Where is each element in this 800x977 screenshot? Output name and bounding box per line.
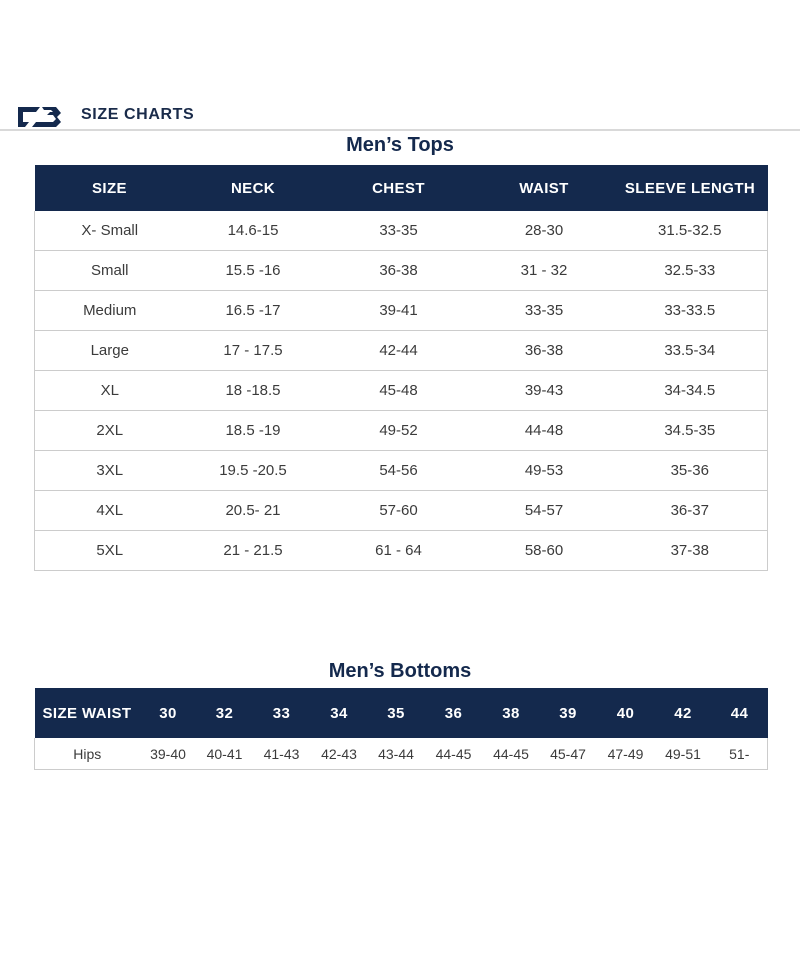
column-header: 35 — [368, 688, 425, 738]
table-row — [35, 291, 768, 331]
table-cell: 33.5-34 — [613, 331, 768, 371]
column-header: 44 — [712, 688, 768, 738]
table-cell: 19.5 -20.5 — [185, 451, 322, 491]
table-row — [35, 451, 768, 491]
table-row — [35, 411, 768, 451]
table-cell: 45-47 — [540, 738, 597, 770]
table-row — [35, 738, 768, 770]
table-cell: 18.5 -19 — [185, 411, 322, 451]
mens-bottoms-table — [34, 688, 768, 770]
table-cell: 39-40 — [140, 738, 197, 770]
table-row — [35, 531, 768, 571]
table-cell: 33-35 — [322, 211, 476, 251]
column-header: SIZE — [35, 165, 185, 211]
table-cell: 3XL — [35, 451, 185, 491]
table-cell: 49-53 — [476, 451, 613, 491]
table-row — [35, 251, 768, 291]
table-cell: 14.6-15 — [185, 211, 322, 251]
page-header — [0, 100, 800, 130]
table-cell: 36-38 — [476, 331, 613, 371]
table-cell: 45-48 — [322, 371, 476, 411]
table-cell: 33-35 — [476, 291, 613, 331]
column-header: SLEEVE LENGTH — [613, 165, 768, 211]
column-header: SIZE WAIST — [35, 688, 140, 738]
column-header: 39 — [540, 688, 597, 738]
table-cell: 42-43 — [311, 738, 368, 770]
table-cell: 18 -18.5 — [185, 371, 322, 411]
table-cell: 58-60 — [476, 531, 613, 571]
header-divider — [0, 129, 800, 131]
table-cell: 47-49 — [597, 738, 655, 770]
table-cell: 34-34.5 — [613, 371, 768, 411]
mens-bottoms-title: Men’s Bottoms — [328, 660, 472, 682]
table-cell: 37-38 — [613, 531, 768, 571]
table-cell: 5XL — [35, 531, 185, 571]
column-header: 34 — [311, 688, 368, 738]
column-header: 30 — [140, 688, 197, 738]
table-row — [35, 371, 768, 411]
table-row — [35, 331, 768, 371]
table-cell: 40-41 — [197, 738, 253, 770]
table-cell: 43-44 — [368, 738, 425, 770]
column-header: 36 — [425, 688, 483, 738]
column-header: NECK — [185, 165, 322, 211]
table-cell: 42-44 — [322, 331, 476, 371]
column-header: 40 — [597, 688, 655, 738]
table-cell: 36-37 — [613, 491, 768, 531]
table-cell: 44-45 — [483, 738, 540, 770]
table-header-row — [35, 688, 768, 738]
table-cell: Hips — [35, 738, 140, 770]
column-header: 32 — [197, 688, 253, 738]
column-header: 42 — [655, 688, 712, 738]
table-cell: 39-41 — [322, 291, 476, 331]
mens-tops-title: Men’s Tops — [346, 134, 454, 156]
table-cell: Small — [35, 251, 185, 291]
table-header-row — [35, 165, 768, 211]
table-row — [35, 491, 768, 531]
table-cell: 31.5-32.5 — [613, 211, 768, 251]
table-cell: 39-43 — [476, 371, 613, 411]
table-cell: 4XL — [35, 491, 185, 531]
table-row — [35, 211, 768, 251]
table-cell: 31 - 32 — [476, 251, 613, 291]
table-cell: 61 - 64 — [322, 531, 476, 571]
table-cell: Large — [35, 331, 185, 371]
table-cell: 44-48 — [476, 411, 613, 451]
table-cell: Medium — [35, 291, 185, 331]
table-cell: 28-30 — [476, 211, 613, 251]
table-cell: 49-51 — [655, 738, 712, 770]
table-cell: 35-36 — [613, 451, 768, 491]
table-cell: XL — [35, 371, 185, 411]
table-cell: 16.5 -17 — [185, 291, 322, 331]
table-cell: 54-57 — [476, 491, 613, 531]
cutter-buck-logo-icon — [16, 104, 64, 130]
table-cell: 49-52 — [322, 411, 476, 451]
table-cell: 44-45 — [425, 738, 483, 770]
column-header: WAIST — [476, 165, 613, 211]
table-cell: 2XL — [35, 411, 185, 451]
column-header: 33 — [253, 688, 311, 738]
column-header: CHEST — [322, 165, 476, 211]
table-cell: 54-56 — [322, 451, 476, 491]
header-title: SIZE CHARTS — [81, 106, 195, 123]
table-cell: 41-43 — [253, 738, 311, 770]
table-cell: 32.5-33 — [613, 251, 768, 291]
column-header: 38 — [483, 688, 540, 738]
table-cell: 15.5 -16 — [185, 251, 322, 291]
table-cell: 34.5-35 — [613, 411, 768, 451]
table-cell: 51- — [712, 738, 768, 770]
table-cell: 20.5- 21 — [185, 491, 322, 531]
table-cell: X- Small — [35, 211, 185, 251]
mens-tops-table — [34, 165, 768, 571]
table-cell: 57-60 — [322, 491, 476, 531]
table-cell: 36-38 — [322, 251, 476, 291]
table-cell: 33-33.5 — [613, 291, 768, 331]
table-cell: 21 - 21.5 — [185, 531, 322, 571]
table-cell: 17 - 17.5 — [185, 331, 322, 371]
